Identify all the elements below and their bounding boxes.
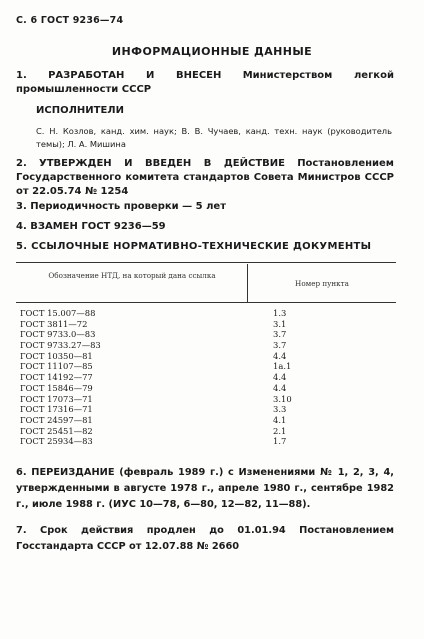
- table-cell-point: 4.4: [273, 382, 287, 393]
- section-1-number: 1.: [16, 70, 27, 81]
- section-2-number: 2.: [16, 158, 27, 169]
- section-1-caption: РАЗРАБОТАН И ВНЕСЕН: [48, 70, 222, 81]
- table-cell-point: 1.3: [273, 308, 287, 318]
- table-cell-document: ГОСТ 25451—82: [20, 425, 93, 436]
- table-cell-document: ГОСТ 15.007—88: [20, 308, 96, 318]
- table-col1-header: Обозначение НТД, на который дана ссылка: [48, 271, 216, 280]
- table-col2-header: Номер пункта: [295, 279, 349, 288]
- table-row: [16, 361, 396, 372]
- section-5: [16, 240, 394, 254]
- section-2-caption: УТВЕРЖДЕН И ВВЕДЕН В ДЕЙСТВИЕ: [38, 158, 285, 169]
- table-cell-point: 3.7: [273, 329, 287, 340]
- section-6-text: ПЕРЕИЗДАНИЕ (февраль 1989 г.) с Изменениями № 1, 2, 3, 4, утвержденными в августе 1978 г., апреле 1980 г., сентябре 1982 г., июле 1988 г. (ИУС 10—78, 6—80, 12—82, 11—88).: [16, 467, 394, 510]
- table-cell-point: 3.3: [273, 404, 287, 415]
- section-1: [16, 69, 394, 97]
- section-4-text: ВЗАМЕН ГОСТ 9236—59: [30, 221, 166, 232]
- section-6: [16, 465, 394, 513]
- section-4-number: 4.: [16, 221, 27, 232]
- table-cell-point: 3.1: [273, 318, 287, 329]
- section-3: [16, 200, 394, 214]
- table-cell-point: 1.7: [273, 436, 287, 447]
- page-title: ИНФОРМАЦИОННЫЕ ДАННЫЕ: [111, 45, 313, 58]
- table-row: [16, 383, 396, 394]
- table-row: [16, 329, 396, 340]
- table-cell-document: ГОСТ 15846—79: [20, 382, 93, 393]
- table-cell-document: ГОСТ 17073—71: [20, 393, 93, 404]
- table-body: [16, 308, 396, 447]
- table-cell-document: ГОСТ 9733.27—83: [20, 340, 101, 351]
- table-row: [16, 372, 396, 383]
- table-row: [16, 308, 396, 319]
- section-5-text: ССЫЛОЧНЫЕ НОРМАТИВНО-ТЕХНИЧЕСКИЕ ДОКУМЕНТЫ: [31, 241, 372, 252]
- page-header: С. 6 ГОСТ 9236—74: [16, 15, 124, 26]
- table-top-rule: [16, 262, 396, 263]
- section-7-text: Срок действия продлен до 01.01.94 Постановлением Госстандарта СССР от 12.07.88 № 2660: [16, 525, 394, 552]
- section-4: [16, 220, 394, 234]
- section-7: [16, 523, 394, 555]
- table-row: [16, 340, 396, 351]
- table-cell-point: 4.1: [273, 414, 287, 425]
- executors-heading: ИСПОЛНИТЕЛИ: [36, 105, 124, 116]
- table-row: [16, 415, 396, 426]
- table-cell-point: 3.10: [273, 393, 292, 404]
- table-cell-document: ГОСТ 25934—83: [20, 436, 93, 447]
- section-1-text: Министерством легкой промышленности СССР: [16, 70, 394, 95]
- table-cell-document: ГОСТ 24597—81: [20, 414, 93, 425]
- table-cell-document: ГОСТ 3811—72: [20, 318, 88, 329]
- table-row: [16, 319, 396, 330]
- table-header-rule: [16, 302, 396, 303]
- table-row: [16, 426, 396, 437]
- section-2: [16, 157, 394, 199]
- table-row: [16, 404, 396, 415]
- table-cell-point: 1а.1: [273, 361, 292, 372]
- section-6-number: 6.: [16, 467, 27, 478]
- table-cell-document: ГОСТ 14192—77: [20, 372, 93, 383]
- section-7-number: 7.: [16, 525, 27, 536]
- table-cell-document: ГОСТ 10350—81: [20, 350, 93, 361]
- section-5-number: 5.: [16, 241, 28, 252]
- table-cell-document: ГОСТ 17316—71: [20, 404, 93, 415]
- table-cell-point: 4.4: [273, 350, 287, 361]
- section-3-text: Периодичность проверки — 5 лет: [30, 201, 226, 212]
- table-cell-document: ГОСТ 9733.0—83: [20, 329, 96, 340]
- table-cell-point: 4.4: [273, 372, 287, 383]
- table-row: [16, 436, 396, 447]
- table-row: [16, 351, 396, 362]
- table-row: [16, 394, 396, 405]
- table-cell-document: ГОСТ 11107—85: [20, 361, 93, 372]
- table-cell-point: 2.1: [273, 425, 287, 436]
- section-2-text: Постановлением Государственного комитета стандартов Совета Министров СССР от 22.05.74 № 1254: [16, 158, 394, 197]
- section-3-number: 3.: [16, 201, 27, 212]
- table-cell-point: 3.7: [273, 340, 287, 351]
- executors-text: С. Н. Козлов, канд. хим. наук; В. В. Чучаев, канд. техн. наук (руководитель темы); Л. А. Мишина: [36, 126, 392, 149]
